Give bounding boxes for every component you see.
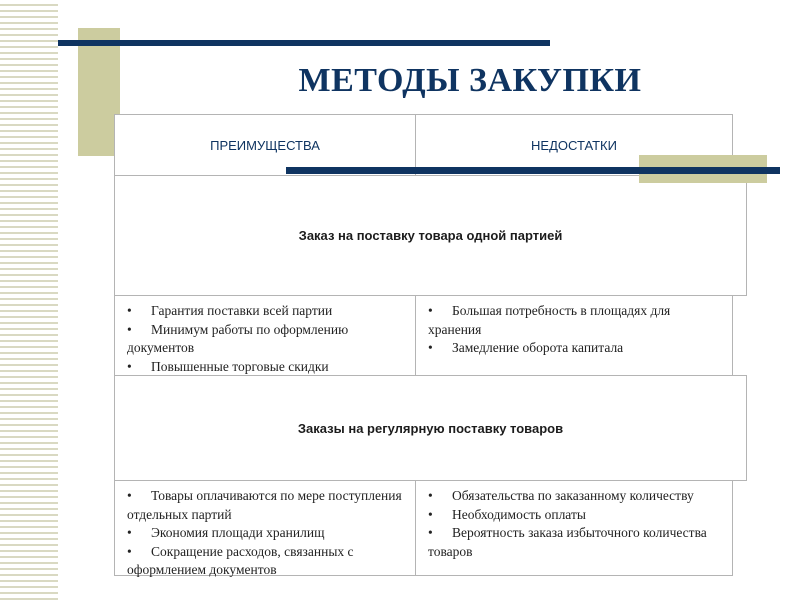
section-title-2-label: Заказы на регулярную поставку товаров: [297, 420, 564, 436]
header-disadvantages-label: НЕДОСТАТКИ: [531, 137, 617, 153]
list-item: • Вероятность заказа избыточного количества товаров: [428, 525, 707, 559]
advantages-cell-1: [114, 295, 416, 376]
page-title: МЕТОДЫ ЗАКУПКИ: [298, 62, 642, 99]
disadvantages-list-1: [416, 296, 732, 358]
list-item: • Обязательства по заказанному количеству: [428, 488, 694, 503]
list-item: • Необходимость оплаты: [428, 506, 586, 522]
navy-rule-right: [286, 167, 780, 174]
advantages-list-1: [115, 296, 415, 376]
disadvantages-cell-2: [415, 480, 733, 576]
section-title-1-label: Заказ на поставку товара одной партией: [298, 228, 563, 243]
list-item: • Гарантия поставки всей партии: [127, 303, 333, 318]
list-item: • Замедление оборота капитала: [428, 340, 624, 355]
advantages-cell-2: [114, 480, 416, 576]
section-title-2: [114, 375, 747, 481]
disadvantages-cell-1: [415, 295, 733, 376]
list-item: • Минимум работы по оформлению документов: [127, 321, 349, 355]
navy-rule-top: [58, 40, 550, 46]
striped-margin: [0, 0, 58, 600]
advantages-list-2: [115, 481, 415, 580]
disadvantages-list-2: [416, 481, 732, 561]
list-item: • Экономия площади хранилищ: [127, 525, 325, 540]
header-advantages-label: ПРЕИМУЩЕСТВА: [210, 137, 320, 153]
list-item: • Большая потребность в площадях для хранения: [428, 303, 671, 337]
list-item: • Товары оплачиваются по мере поступления отдельных партий: [127, 488, 402, 522]
section-title-1: [114, 175, 747, 296]
list-item: • Сокращение расходов, связанных с оформлением документов: [127, 543, 354, 577]
list-item: • Повышенные торговые скидки: [127, 358, 329, 374]
